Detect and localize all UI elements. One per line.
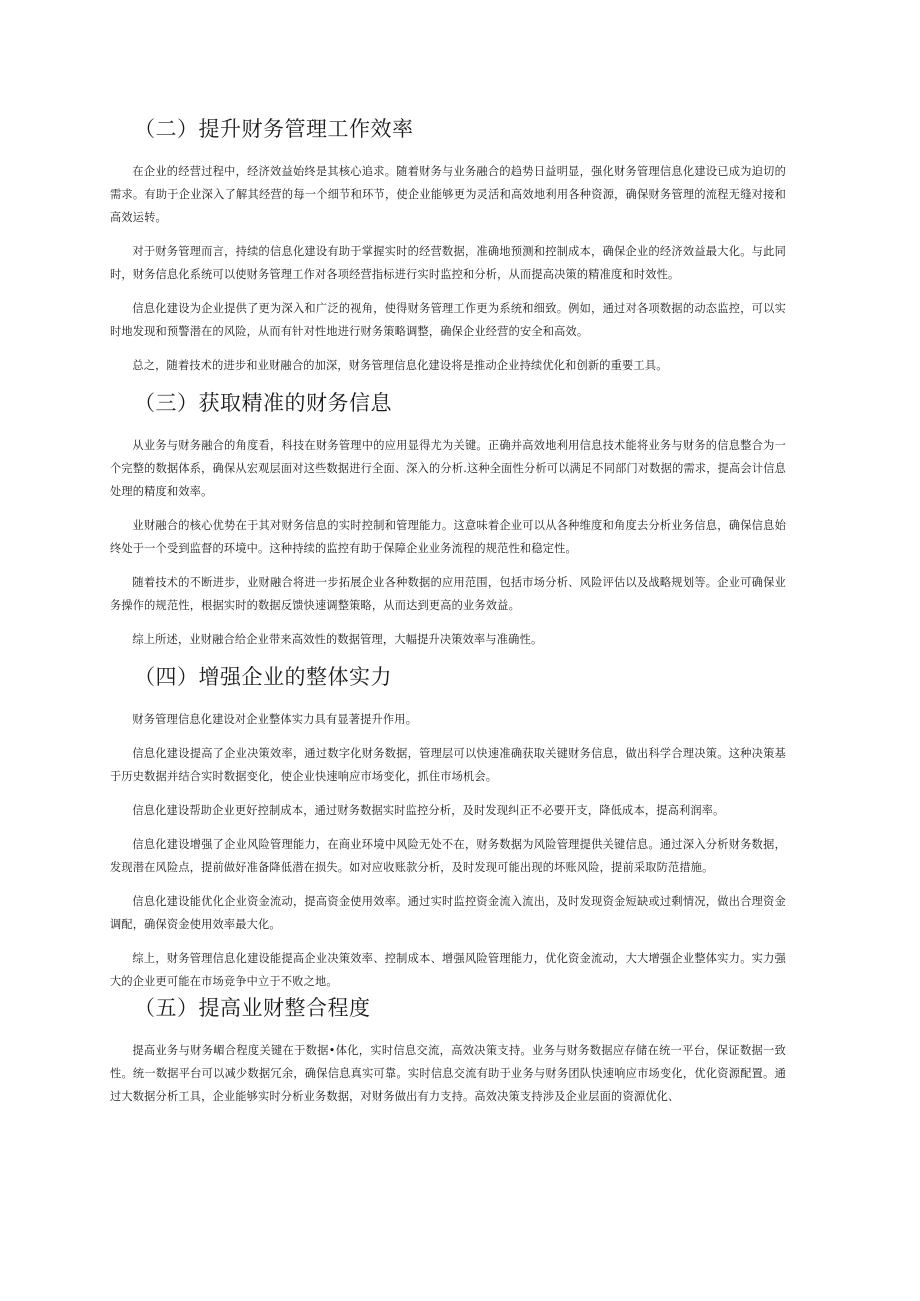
section-improve-efficiency [110,114,786,377]
section-accurate-financial-info [110,388,786,651]
section-heading: （二）提升财务管理工作效率 [134,117,414,141]
paragraph: 从业务与财务融合的角度看，科技在财务管理中的应用显得尤为关键。正确并高效地利用信息技术能将业务与财务的信息整合为一个完整的数据体系，确保从宏观层面对这些数据进行全面、深入的分析.这种全面性分析可以满足不同部门对数据的需求，提高会计信息处理的精度和效率。 [110,439,786,498]
document-page [110,114,786,1108]
paragraph: 随着技术的不断进步，业财融合将进一步拓展企业各种数据的应用范围，包括市场分析、风险评估以及战略规划等。企业可确保业务操作的规范性，根据实时的数据反馈快速调整策略，从而达到更高的业务效益。 [110,576,786,612]
paragraph: 在企业的经营过程中，经济效益始终是其核心追求。随着财务与业务融合的趋势日益明显，强化财务管理信息化建设已成为迫切的需求。有助于企业深入了解其经营的每一个细节和环节，使企业能够更为灵活和高效地利用各种资源，确保财务管理的流程无缝对接和高效运转。 [110,165,786,224]
paragraph: 综上所述，业财融合给企业带来高效性的数据管理，大幅提升决策效率与准确性。 [132,633,543,646]
paragraph: 信息化建设能优化企业资金流动，提高资金使用效率。通过实时监控资金流入流出，及时发现资金短缺或过剩情况，做出合理资金调配，确保资金使用效率最大化。 [110,895,786,931]
paragraph: 对于财务管理而言，持续的信息化建设有助于掌握实时的经营数据，准确地预测和控制成本，确保企业的经济效益最大化。与此同时，财务信息化系统可以使财务管理工作对各项经营指标进行实时监控和分析，从而提高决策的精准度和时效性。 [110,245,786,281]
paragraph: 综上，财务管理信息化建设能提高企业决策效率、控制成本、增强风险管理能力，优化资金流动，大大增强企业整体实力。实力强大的企业更可能在市场竞争中立于不败之地。 [110,952,786,988]
paragraph: 信息化建设为企业提供了更为深入和广泛的视角，使得财务管理工作更为系统和细致。例如，通过对各项数据的动态监控，可以实时地发现和预警潜在的风险，从而有针对性地进行财务策略调整，确保企业经营的安全和高效。 [110,302,786,338]
section-heading: （四）增强企业的整体实力 [134,665,392,689]
paragraph: 信息化建设帮助企业更好控制成本，通过财务数据实时监控分析，及时发现纠正不必要开支，降低成本，提高利润率。 [132,804,725,817]
paragraph: 提高业务与财务嵋合程度关键在于数据•体化，实时信息交流，高效决策支持。业务与财务数据应存储在统一平台，保证数据一致性。统一数据平台可以减少数据冗余，确保信息真实可靠。实时信息交流有助于业务与财务团队快速响应市场变化，优化资源配置。通过大数据分析工具，企业能够实时分析业务数据，对财务做出有力支持。高效决策支持涉及企业层面的资源优化、 [110,1044,786,1103]
paragraph: 业财融合的核心优势在于其对财务信息的实时控制和管理能力。这意味着企业可以从各种维度和角度去分析业务信息，确保信息始终处于一个受到监督的环境中。这种持续的监控有助于保障企业业务流程的规范性和稳定性。 [110,519,786,555]
section-enhance-strength [110,662,786,993]
section-heading: （三）获取精准的财务信息 [134,391,392,415]
paragraph: 财务管理信息化建设对企业整体实力具有显著提升作用。 [132,713,418,726]
paragraph: 总之，随着技术的进步和业财融合的加深，财务管理信息化建设将是推动企业持续优化和创新的重要工具。 [132,359,668,372]
paragraph: 信息化建设增强了企业风险管理能力，在商业环境中风险无处不在，财务数据为风险管理提供关键信息。通过深入分析财务数据，发现潜在风险点，提前做好准备降低潜在损失。如对应收账款分析，及时发现可能出现的坏账风险，提前采取防范措施。 [110,838,786,874]
paragraph: 信息化建设提高了企业决策效率，通过数字化财务数据，管理层可以快速准确获取关键财务信息，做出科学合理决策。这种决策基于历史数据并结合实时数据变化，使企业快速响应市场变化，抓住市场机会。 [110,747,786,783]
section-business-finance-integration [110,993,786,1108]
section-heading: （五）提高业财整合程度 [134,996,371,1020]
